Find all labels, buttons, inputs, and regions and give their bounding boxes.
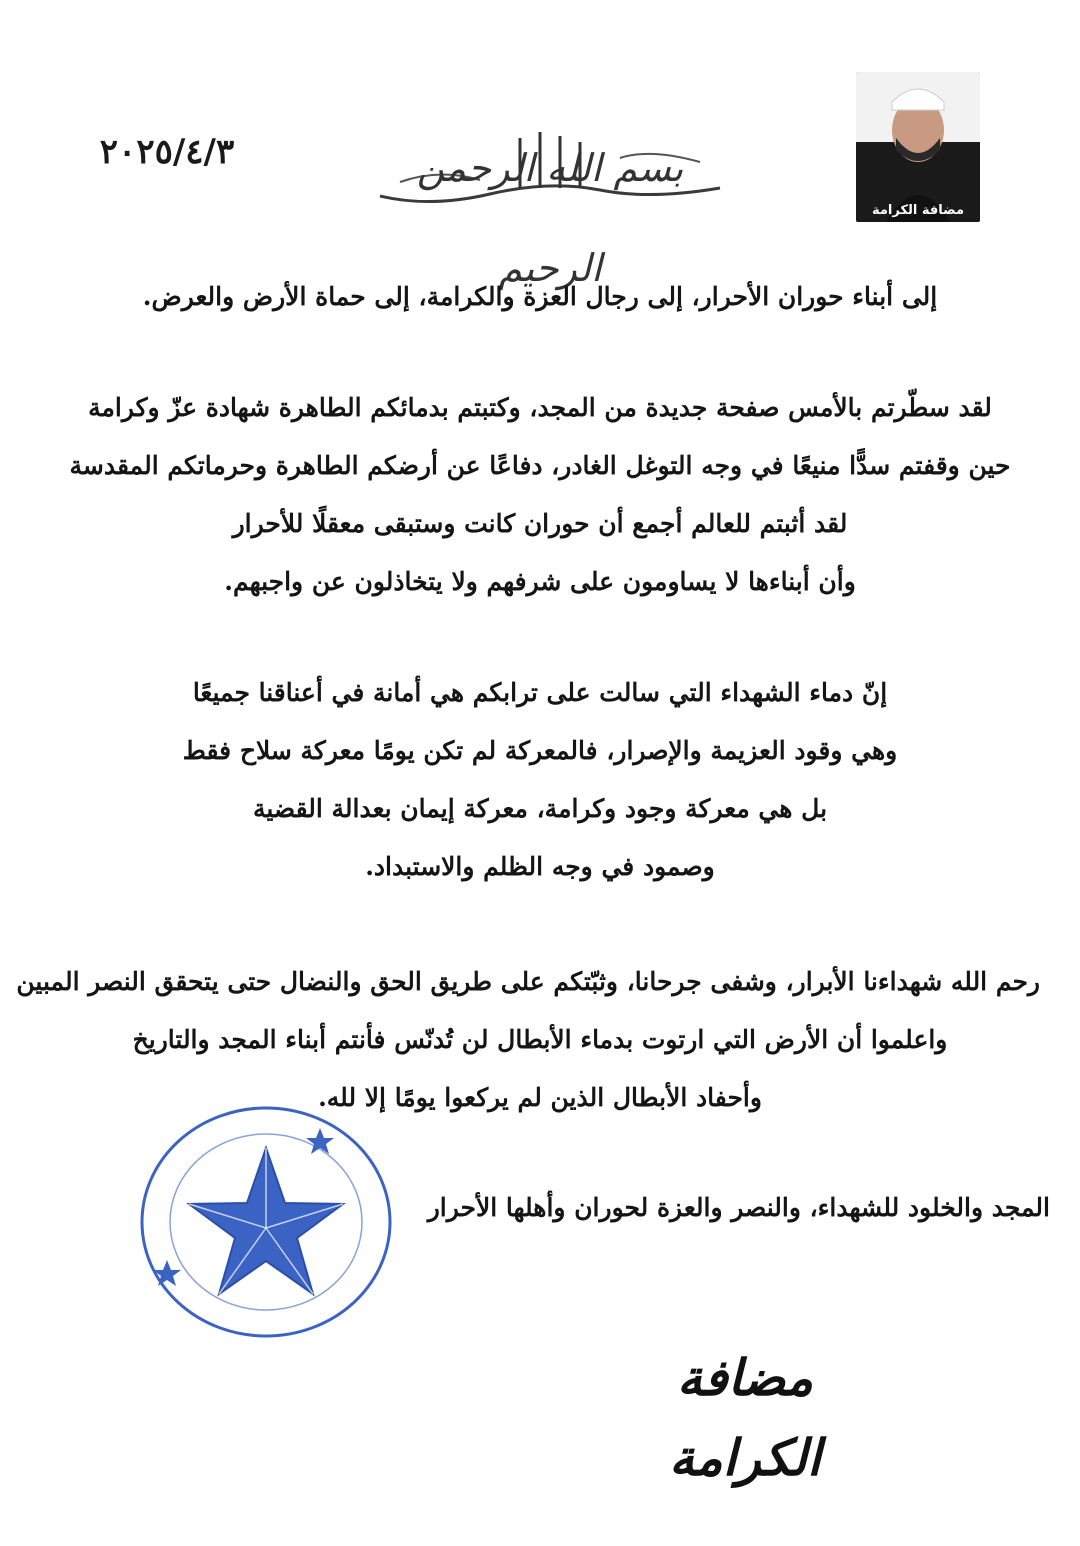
paragraph-1	[40, 379, 1040, 611]
paragraph-line: رحم الله شهداءنا الأبرار، وشفى جرحانا، وثبّتكم على طريق الحق والنضال حتى يتحقق النصر المبين	[16, 967, 1040, 996]
greeting	[40, 268, 1040, 326]
paragraph-line: وصمود في وجه الظلم والاستبداد.	[365, 852, 715, 881]
letter-date: ٢٠٢٥/٤/٣	[99, 132, 235, 172]
paragraph-line: وأن أبناءها لا يساومون على شرفهم ولا يتخاذلون عن واجبهم.	[224, 567, 856, 596]
paragraph-line: إنّ دماء الشهداء التي سالت على ترابكم هي أمانة في أعناقنا جميعًا	[192, 678, 888, 707]
small-star-icon	[153, 1260, 181, 1286]
paragraph-line: حين وقفتم سدًّا منيعًا في وجه التوغل الغادر، دفاعًا عن أرضكم الطاهرة وحرماتكم المقدسة	[69, 451, 1011, 480]
paragraph-line: وأحفاد الأبطال الذين لم يركعوا يومًا إلا لله.	[318, 1083, 762, 1112]
paragraph-line: بل هي معركة وجود وكرامة، معركة إيمان بعدالة القضية	[252, 794, 828, 823]
paragraph-2	[40, 664, 1040, 896]
signature: مضافة الكرامة	[669, 1348, 821, 1487]
paragraph-line: لقد أثبتم للعالم أجمع أن حوران كانت وستبقى معقلًا للأحرار	[232, 509, 848, 538]
basmala-calligraphy	[370, 118, 730, 290]
sheikh-photo	[856, 72, 980, 222]
greeting-line: إلى أبناء حوران الأحرار، إلى رجال العزة والكرامة، إلى حماة الأرض والعرض.	[142, 282, 938, 311]
basmala-text: بسم الله الرحمن الرحيم	[416, 146, 684, 290]
paragraph-line: واعلموا أن الأرض التي ارتوت بدماء الأبطال لن تُدنّس فأنتم أبناء المجد والتاريخ	[132, 1025, 948, 1054]
paragraph-line: وهي وقود العزيمة والإصرار، فالمعركة لم تكن يومًا معركة سلاح فقط	[182, 736, 898, 765]
photo-caption: مضافة الكرامة	[871, 203, 965, 218]
seal-graphic	[135, 1100, 397, 1344]
paragraph-line: لقد سطّرتم بالأمس صفحة جديدة من المجد، وكتبتم بدمائكم الطاهرة شهادة عزّ وكرامة	[88, 393, 992, 422]
portrait-illustration	[856, 72, 980, 222]
closing-line: المجد والخلود للشهداء، والنصر والعزة لحوران وأهلها الأحرار	[427, 1193, 1050, 1222]
organization-seal	[135, 1100, 397, 1344]
